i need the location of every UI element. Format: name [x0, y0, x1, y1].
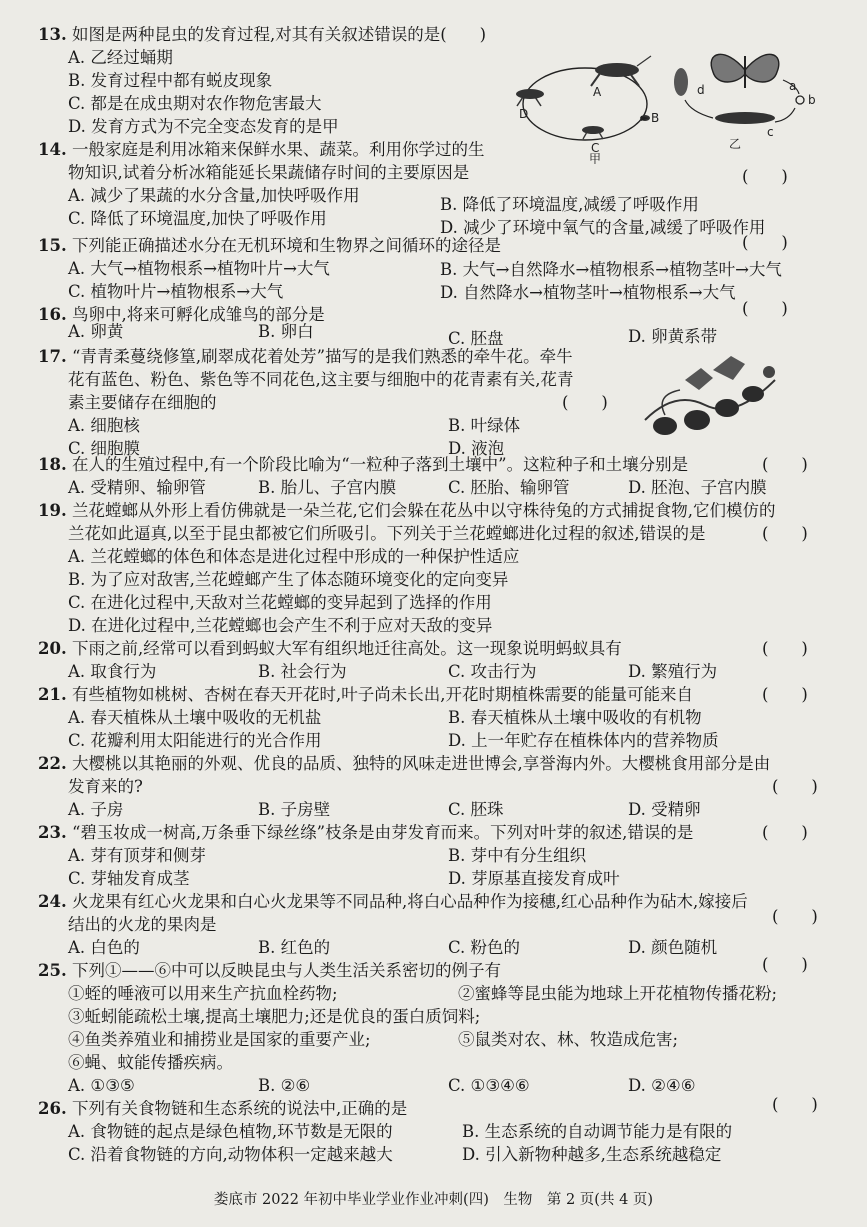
q18-answer-bracket[interactable]: ( ): [762, 455, 808, 474]
svg-text:B: B: [651, 111, 660, 125]
q25-item-6: ⑥蝇、蚊能传播疾病。: [68, 1053, 233, 1072]
q24-option-d[interactable]: D. 颜色随机: [628, 938, 718, 957]
q23-option-c[interactable]: C. 芽轴发育成茎: [68, 869, 190, 888]
q13-option-d[interactable]: D. 发育方式为不完全变态发育的是甲: [68, 117, 339, 136]
q25-option-d[interactable]: D. ②④⑥: [628, 1076, 696, 1095]
q25-stem: 25. 下列①——⑥中可以反映昆虫与人类生活关系密切的例子有: [38, 961, 501, 980]
q25-option-b[interactable]: B. ②⑥: [258, 1076, 311, 1095]
q24-option-a[interactable]: A. 白色的: [68, 938, 140, 957]
pupa-icon: [674, 68, 688, 96]
q15-answer-bracket[interactable]: ( ): [742, 233, 788, 252]
q16-stem: 16. 鸟卵中,将来可孵化成雏鸟的部分是: [38, 305, 325, 324]
q21-option-b[interactable]: B. 春天植株从土壤中吸收的有机物: [448, 708, 702, 727]
q24-stem-1: 24. 火龙果有红心火龙果和白心火龙果等不同品种,将白心品种作为接穗,红心品种作为砧木,嫁接后: [38, 892, 748, 911]
caterpillar-icon: [715, 112, 775, 124]
q25-item-4: ④鱼类养殖业和捕捞业是国家的重要产业;: [68, 1030, 371, 1049]
q15-option-b[interactable]: B. 大气→自然降水→植物根系→植物茎叶→大气: [440, 260, 782, 279]
q26-option-a[interactable]: A. 食物链的起点是绿色植物,环节数是无限的: [68, 1122, 393, 1141]
q22-answer-bracket[interactable]: ( ): [772, 777, 818, 796]
q25-item-1: ①蛭的唾液可以用来生产抗血栓药物;: [68, 984, 338, 1003]
svg-text:乙: 乙: [729, 137, 742, 151]
q23-option-b[interactable]: B. 芽中有分生组织: [448, 846, 587, 865]
svg-text:b: b: [808, 93, 816, 107]
svg-text:甲: 甲: [589, 152, 602, 164]
q16-option-d[interactable]: D. 卵黄系带: [628, 327, 718, 346]
q17-stem-1: 17. “青青柔蔓绕修篁,刷翠成花着处芳”描写的是我们熟悉的牵牛花。牵牛: [38, 347, 573, 366]
q16-option-a[interactable]: A. 卵黄: [68, 322, 124, 341]
q20-stem: 20. 下雨之前,经常可以看到蚂蚁大军有组织地迁往高处。这一现象说明蚂蚁具有: [38, 639, 622, 658]
q26-option-c[interactable]: C. 沿着食物链的方向,动物体积一定越来越大: [68, 1145, 393, 1164]
grasshopper-nymph-icon: [516, 89, 544, 106]
q17-answer-bracket[interactable]: ( ): [562, 393, 608, 412]
q20-option-d[interactable]: D. 繁殖行为: [628, 662, 718, 681]
q21-option-c[interactable]: C. 花瓣利用太阳能进行的光合作用: [68, 731, 322, 750]
q17-stem-2: 花有蓝色、粉色、紫色等不同花色,这主要与细胞中的花青素有关,花青: [68, 370, 574, 389]
q25-item-2: ②蜜蜂等昆虫能为地球上开花植物传播花粉;: [458, 984, 778, 1003]
q23-option-a[interactable]: A. 芽有顶芽和侧芽: [68, 846, 206, 865]
q17-option-d[interactable]: D. 液泡: [448, 439, 505, 458]
q14-answer-bracket[interactable]: ( ): [742, 167, 788, 186]
q26-option-d[interactable]: D. 引入新物种越多,生态系统越稳定: [462, 1145, 722, 1164]
q15-option-d[interactable]: D. 自然降水→植物茎叶→植物根系→大气: [440, 283, 736, 302]
q24-option-c[interactable]: C. 粉色的: [448, 938, 521, 957]
butterfly-egg-icon: [796, 96, 804, 104]
q25-item-5: ⑤鼠类对农、林、牧造成危害;: [458, 1030, 679, 1049]
svg-text:C: C: [591, 141, 600, 155]
q20-answer-bracket[interactable]: ( ): [762, 639, 808, 658]
q18-option-d[interactable]: D. 胚泡、子宫内膜: [628, 478, 767, 497]
q13-option-b[interactable]: B. 发育过程中都有蜕皮现象: [68, 71, 273, 90]
q22-option-a[interactable]: A. 子房: [68, 800, 124, 819]
q13-option-a[interactable]: A. 乙经过蛹期: [68, 48, 173, 67]
butterfly-icon: [711, 54, 779, 88]
q24-option-b[interactable]: B. 红色的: [258, 938, 331, 957]
svg-text:D: D: [519, 107, 529, 121]
q22-option-b[interactable]: B. 子房壁: [258, 800, 331, 819]
q25-answer-bracket[interactable]: ( ): [762, 955, 808, 974]
q17-stem-3: 素主要储存在细胞的: [68, 393, 217, 412]
q14-option-a[interactable]: A. 减少了果蔬的水分含量,加快呼吸作用: [68, 186, 360, 205]
q20-option-c[interactable]: C. 攻击行为: [448, 662, 537, 681]
q25-item-3: ③蚯蚓能疏松土壤,提高土壤肥力;还是优良的蛋白质饲料;: [68, 1007, 481, 1026]
q13-option-c[interactable]: C. 都是在成虫期对农作物危害最大: [68, 94, 322, 113]
q22-stem-2: 发育来的?: [68, 777, 143, 796]
q22-stem-1: 22. 大樱桃以其艳丽的外观、优良的品质、独特的风味走进世博会,享誉海内外。大樱桃食用部分是由: [38, 754, 771, 773]
grasshopper-nymph-small-icon: [582, 126, 604, 139]
svg-text:d: d: [697, 83, 705, 97]
q19-option-c[interactable]: C. 在进化过程中,天敌对兰花螳螂的变异起到了选择的作用: [68, 593, 492, 612]
morning-glory-image: [635, 350, 785, 445]
q22-option-d[interactable]: D. 受精卵: [628, 800, 701, 819]
q21-option-d[interactable]: D. 上一年贮存在植株体内的营养物质: [448, 731, 719, 750]
q20-option-b[interactable]: B. 社会行为: [258, 662, 347, 681]
q26-option-b[interactable]: B. 生态系统的自动调节能力是有限的: [462, 1122, 733, 1141]
q21-answer-bracket[interactable]: ( ): [762, 685, 808, 704]
q18-option-a[interactable]: A. 受精卵、输卵管: [68, 478, 206, 497]
q26-answer-bracket[interactable]: ( ): [772, 1095, 818, 1114]
q15-option-a[interactable]: A. 大气→植物根系→植物叶片→大气: [68, 259, 330, 278]
q22-option-c[interactable]: C. 胚珠: [448, 800, 504, 819]
q17-option-b[interactable]: B. 叶绿体: [448, 416, 521, 435]
page-footer: 娄底市 2022 年初中毕业学业作业冲刺(四) 生物 第 2 页(共 4 页): [213, 1192, 654, 1208]
q19-stem-2: 兰花如此逼真,以至于昆虫都被它们所吸引。下列关于兰花螳螂进化过程的叙述,错误的是: [68, 524, 706, 543]
q21-option-a[interactable]: A. 春天植株从土壤中吸收的无机盐: [68, 708, 322, 727]
q19-option-d[interactable]: D. 在进化过程中,兰花螳螂也会产生不利于应对天敌的变异: [68, 616, 493, 635]
q14-option-c[interactable]: C. 降低了环境温度,加快了呼吸作用: [68, 209, 327, 228]
insect-development-figure: [505, 42, 835, 164]
q14-option-d[interactable]: D. 减少了环境中氧气的含量,减缓了呼吸作用: [440, 218, 766, 237]
q18-option-c[interactable]: C. 胚胎、输卵管: [448, 478, 570, 497]
svg-text:A: A: [593, 85, 602, 99]
q24-stem-2: 结出的火龙的果肉是: [68, 915, 217, 934]
q19-option-a[interactable]: A. 兰花螳螂的体色和体态是进化过程中形成的一种保护性适应: [68, 547, 520, 566]
svg-text:c: c: [767, 125, 774, 139]
q21-stem: 21. 有些植物如桃树、杏树在春天开花时,叶子尚未长出,开花时期植株需要的能量可能来自: [38, 685, 693, 704]
q16-option-b[interactable]: B. 卵白: [258, 322, 314, 341]
svg-text:a: a: [789, 79, 797, 93]
q23-answer-bracket[interactable]: ( ): [762, 823, 808, 842]
q20-option-a[interactable]: A. 取食行为: [68, 662, 157, 681]
q17-option-a[interactable]: A. 细胞核: [68, 416, 140, 435]
q24-answer-bracket[interactable]: ( ): [772, 907, 818, 926]
q18-stem: 18. 在人的生殖过程中,有一个阶段比喻为“一粒种子落到土壤中”。这粒种子和土壤分别是: [38, 455, 689, 474]
q25-option-c[interactable]: C. ①③④⑥: [448, 1076, 530, 1095]
q18-option-b[interactable]: B. 胎儿、子宫内膜: [258, 478, 397, 497]
q26-stem: 26. 下列有关食物链和生态系统的说法中,正确的是: [38, 1099, 408, 1118]
q23-stem: 23. “碧玉妆成一树高,万条垂下绿丝绦”枝条是由芽发育而来。下列对叶芽的叙述,错误的是: [38, 823, 694, 842]
q15-option-c[interactable]: C. 植物叶片→植物根系→大气: [68, 282, 284, 301]
q25-option-a[interactable]: A. ①③⑤: [68, 1076, 135, 1095]
q19-stem-1: 19. 兰花螳螂从外形上看仿佛就是一朵兰花,它们会躲在花丛中以守株待兔的方式捕捉食物,它们模仿的: [38, 501, 776, 520]
q13-stem: 13. 如图是两种昆虫的发育过程,对其有关叙述错误的是( ): [38, 25, 487, 44]
q17-option-c[interactable]: C. 细胞膜: [68, 439, 141, 458]
q23-option-d[interactable]: D. 芽原基直接发育成叶: [448, 869, 620, 888]
q16-option-c[interactable]: C. 胚盘: [448, 329, 504, 348]
q15-stem: 15. 下列能正确描述水分在无机环境和生物界之间循环的途径是: [38, 236, 501, 255]
grasshopper-adult-icon: [591, 56, 651, 86]
q19-answer-bracket[interactable]: ( ): [762, 524, 808, 543]
q16-answer-bracket[interactable]: ( ): [742, 299, 788, 318]
q14-stem-1: 14. 一般家庭是利用冰箱来保鲜水果、蔬菜。利用你学过的生: [38, 140, 485, 159]
q19-option-b[interactable]: B. 为了应对敌害,兰花螳螂产生了体态随环境变化的定向变异: [68, 570, 509, 589]
q14-option-b[interactable]: B. 降低了环境温度,减缓了呼吸作用: [440, 195, 699, 214]
q14-stem-2: 物知识,试着分析冰箱能延长果蔬储存时间的主要原因是: [68, 163, 470, 182]
